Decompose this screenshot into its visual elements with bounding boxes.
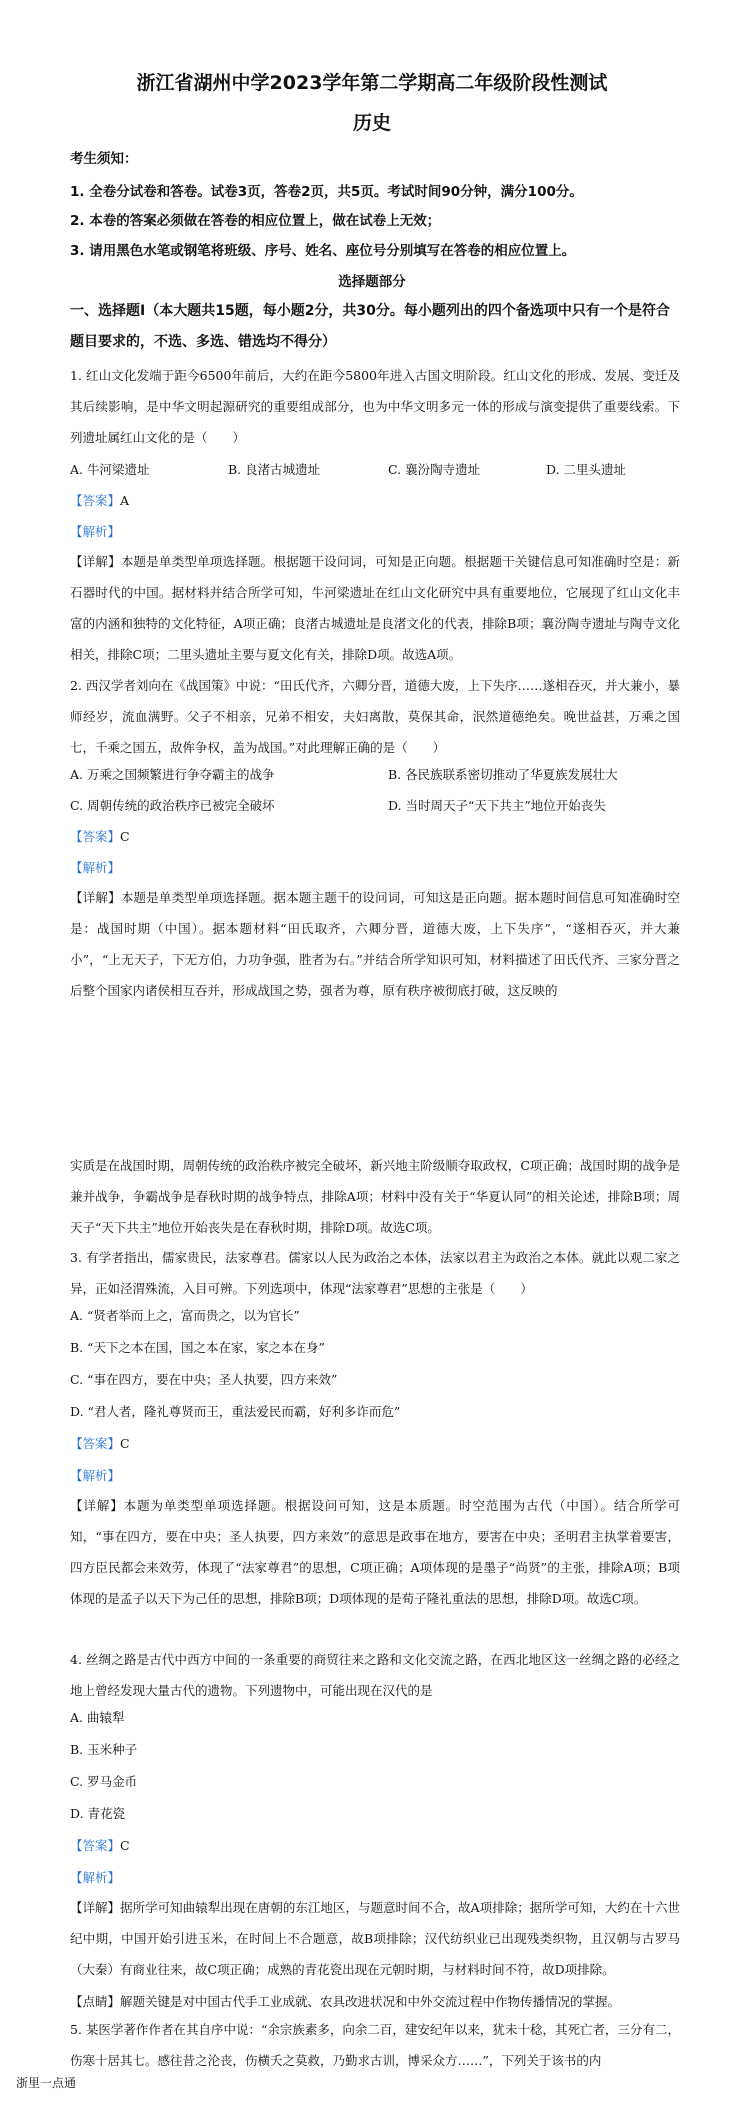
- question-2-detail-part-2: 实质是在战国时期，周朝传统的政治秩序被完全破坏，新兴地主阶级顺夺取政权，C项正确；战国时期的战争是兼并战争，争霸战争是春秋时期的战争特点，排除A项；材料中没有关于“华夏认同”的相关论述，排除B项；周天子“天下共主”地位开始丧失是在春秋时期，排除D项。故选C项。: [70, 1158, 680, 1235]
- section-heading: 一、选择题Ⅰ（本大题共15题，每小题2分，共30分。每小题列出的四个备选项中只有一个是符合题目要求的，不选、多选、错选均不得分）: [70, 303, 670, 350]
- notice-item-2: 2. 本卷的答案必须做在答卷的相应位置上，做在试卷上无效；: [70, 213, 441, 229]
- answer-label: 【答案】: [70, 493, 121, 508]
- question-1-answer: [70, 491, 129, 509]
- question-1-detail: 【详解】本题是单类型单项选择题。根据题干设问词，可知是正向题。根据题干关键信息可知准确时空是：新石器时代的中国。据材料并结合所学可知，牛河梁遗址在红山文化研究中具有重要地位，它展现了红山文化丰富的内涵和独特的文化特征，A项正确；良渚古城遗址是良渚文化的代表，排除B项；襄汾陶寺遗址与陶寺文化相关，排除C项；二里头遗址主要与夏文化有关，排除D项。故选A项。: [70, 554, 680, 662]
- question-2-option-b: B. 各民族联系密切推动了华夏族发展壮大: [388, 767, 618, 782]
- question-2-analysis-label: 【解析】: [70, 860, 121, 875]
- question-4-option-c: C. 罗马金币: [70, 1774, 138, 1789]
- question-4-option-b: B. 玉米种子: [70, 1742, 138, 1757]
- question-4-option-a: A. 曲辕犁: [70, 1710, 125, 1725]
- section-label: 选择题部分: [338, 274, 406, 290]
- question-3-analysis-label: 【解析】: [70, 1468, 121, 1483]
- notice-item-1: 1. 全卷分试卷和答卷。试卷3页，答卷2页，共5页。考试时间90分钟，满分100分。: [70, 184, 583, 200]
- question-5-stem: 5. 某医学著作作者在其自序中说：“余宗族素多，向余二百，建安纪年以来，犹未十稔，其死亡者，三分有二，伤寒十居其七。感往昔之沦丧，伤横夭之莫救，乃勤求古训，博采众方……”，下列关于该书的内: [70, 2022, 680, 2068]
- question-4-analysis-label: 【解析】: [70, 1870, 121, 1885]
- question-3-option-b: B. “天下之本在国，国之本在家，家之本在身”: [70, 1340, 325, 1355]
- answer-value: A: [120, 493, 130, 508]
- question-1-option-d: D. 二里头遗址: [546, 462, 627, 477]
- question-3-stem: 3. 有学者指出，儒家贵民，法家尊君。儒家以人民为政治之本体，法家以君主为政治之本体。就此以观二家之异，正如泾渭殊流，入目可辨。下列选项中，体现“法家尊君”思想的主张是（ ）: [70, 1250, 680, 1296]
- question-1-option-c: C. 襄汾陶寺遗址: [388, 462, 481, 477]
- exam-title: 浙江省湖州中学2023学年第二学期高二年级阶段性测试: [136, 72, 608, 94]
- question-4-detail: 【详解】据所学可知曲辕犁出现在唐朝的东江地区，与题意时间不合，故A项排除；据所学可知，大约在十六世纪中期，中国开始引进玉米，在时间上不合题意，故B项排除；汉代纺织业已出现残类织物，且汉朝与古罗马（大秦）有商业往来，故C项正确；成熟的青花瓷出现在元朝时期，与材料时间不符，故D项排除。: [70, 1900, 680, 1977]
- footer-watermark: 浙里一点通: [16, 2076, 77, 2090]
- question-3-option-c: C. “事在四方，要在中央；圣人执要，四方来效”: [70, 1372, 338, 1387]
- question-2-option-d: D. 当时周天子“天下共主”地位开始丧失: [388, 798, 606, 813]
- answer-value: C: [120, 1838, 130, 1853]
- question-3-detail: 【详解】本题为单类型单项选择题。根据设问可知，这是本质题。时空范围为古代（中国）。结合所学可知，“事在四方，要在中央；圣人执要，四方来效”的意思是政事在地方，要害在中央；圣明君主执掌着要害，四方臣民都会来效劳，体现了“法家尊君”的思想，C项正确；A项体现的是墨子“尚贤”的主张，排除A项；B项体现的是孟子以天下为己任的思想，排除B项；D项体现的是荀子隆礼重法的思想，排除D项。故选C项。: [70, 1498, 680, 1606]
- question-1-analysis-label: 【解析】: [70, 524, 121, 539]
- question-2-option-a: A. 万乘之国频繁进行争夺霸主的战争: [70, 767, 275, 782]
- question-2-detail-part-1: 【详解】本题是单类型单项选择题。据本题主题干的设问词，可知这是正向题。据本题时间信息可知准确时空是：战国时期（中国）。据本题材料“田氏取齐，六卿分晋，道德大废，上下失序”，“遂相吞灭，并大兼小”，“上无天子，下无方伯，力功争强，胜者为右。”并结合所学知识可知，材料描述了田氏代齐、三家分晋之后整个国家内诸侯相互吞并，形成战国之势，强者为尊，原有秩序被彻底打破，这反映的: [70, 890, 680, 998]
- question-3-answer: [70, 1434, 130, 1452]
- question-2-option-c: C. 周朝传统的政治秩序已被完全破坏: [70, 798, 275, 813]
- question-4-stem: 4. 丝绸之路是古代中西方中间的一条重要的商贸往来之路和文化交流之路，在西北地区这一丝绸之路的必经之地上曾经发现大量古代的遗物。下列遗物中，可能出现在汉代的是: [70, 1652, 680, 1698]
- question-4-option-d: D. 青花瓷: [70, 1806, 126, 1821]
- notice-item-3: 3. 请用黑色水笔或钢笔将班级、序号、姓名、座位号分别填写在答卷的相应位置上。: [70, 243, 576, 259]
- question-2-answer: [70, 827, 130, 845]
- answer-label: 【答案】: [70, 1436, 121, 1451]
- question-2-stem: 2. 西汉学者刘向在《战国策》中说：“田氏代齐，六卿分晋，道德大废，上下失序……遂相吞灭，并大兼小，暴师经岁，流血满野。父子不相亲，兄弟不相安，夫妇离散，莫保其命，泯然道德绝矣。晚世益甚，万乘之国七，千乘之国五，敌侔争权，盖为战国。”对此理解正确的是（ ）: [70, 678, 680, 755]
- answer-value: C: [120, 1436, 130, 1451]
- question-1-stem: 1. 红山文化发端于距今6500年前后，大约在距今5800年进入古国文明阶段。红山文化的形成、发展、变迁及其后续影响，是中华文明起源研究的重要组成部分，也为中华文明多元一体的形成与演变提供了重要线索。下列遗址属红山文化的是（ ）: [70, 368, 680, 445]
- question-4-answer: [70, 1836, 130, 1854]
- answer-label: 【答案】: [70, 1838, 121, 1853]
- question-1-option-b: B. 良渚古城遗址: [228, 462, 321, 477]
- notice-heading: 考生须知：: [70, 151, 138, 167]
- answer-value: C: [120, 829, 130, 844]
- question-3-option-d: D. “君人者，隆礼尊贤而王，重法爱民而霸，好利多诈而危”: [70, 1404, 401, 1419]
- question-4-tip: 【点睛】解题关键是对中国古代手工业成就、农具改进状况和中外交流过程中作物传播情况的掌握。: [70, 1994, 621, 2009]
- question-1-option-a: A. 牛河梁遗址: [70, 462, 150, 477]
- answer-label: 【答案】: [70, 829, 121, 844]
- question-3-option-a: A. “贤者举而上之，富而贵之，以为官长”: [70, 1308, 300, 1323]
- exam-subject: 历史: [352, 112, 391, 134]
